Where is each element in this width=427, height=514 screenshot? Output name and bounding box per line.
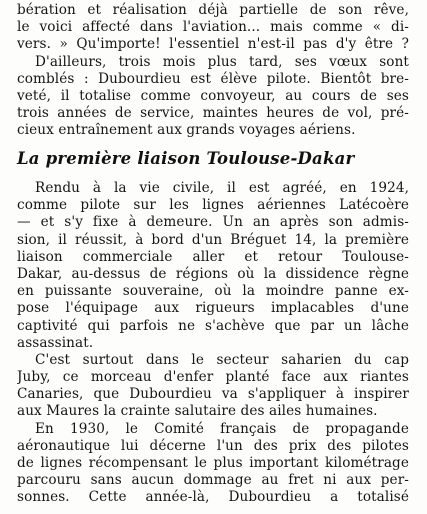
text-line: de lignes récompensant le plus important kilométrage — [17, 455, 409, 471]
text-line: Juby, ce morceau d'enfer planté face aux riantes — [17, 369, 409, 386]
section-heading: La première liaison Toulouse-Dakar — [17, 149, 355, 168]
text-line: Dakar, au-dessus de régions où la dissidence règne — [17, 265, 409, 282]
text-line: captivité qui parfois ne s'achève que par un lâche — [17, 317, 409, 334]
text-line: sion, il réussit, à bord d'un Bréguet 14, la première — [17, 231, 409, 248]
text-line: aéronautique lui décerne l'un des prix des pilotes — [17, 437, 409, 454]
text-line: veté, il totalise comme convoyeur, au cours de ses — [17, 87, 409, 104]
text-line: parcouru sans aucun dommage au fret ni aux per- — [17, 472, 409, 489]
text-line: D'ailleurs, trois mois plus tard, ses vœux sont — [35, 53, 409, 70]
text-line: comme pilote sur les lignes aériennes Latécoère — [17, 197, 409, 214]
text-line: aux Maures la crainte salutaire des ailes humaines. — [17, 403, 378, 420]
text-line: bération et réalisation déjà partielle de son rêve, — [17, 2, 409, 18]
text-line: vers. » Qu'importe! l'essentiel n'est-il pas d'y être ? — [17, 36, 409, 53]
text-line: En 1930, le Comité français de propagande — [35, 420, 409, 437]
text-line: comblés : Dubourdieu est élève pilote. Bientôt bre- — [17, 70, 409, 87]
text-line: cieux entraînement aux grands voyages aériens. — [17, 122, 356, 139]
text-line: pose l'équipage aux rigueurs implacables d'une — [17, 300, 409, 317]
text-line: — et s'y fixe à demeure. Un an après son admis- — [17, 214, 409, 231]
text-line: C'est surtout dans le secteur saharien du cap — [35, 351, 409, 368]
text-line: sonnes. Cette année-là, Dubourdieu a totalisé — [17, 489, 409, 506]
body-paragraphs — [17, 180, 409, 507]
text-line: liaison commerciale aller et retour Toulouse- — [17, 248, 409, 265]
text-line: Canaries, que Dubourdieu va s'appliquer à inspirer — [17, 386, 409, 403]
text-line: le voici affecté dans l'aviation... mais comme « di- — [17, 19, 409, 36]
text-line: trois années de service, maintes heures de vol, pré- — [17, 105, 409, 122]
text-line: Rendu à la vie civile, il est agréé, en 1924, — [35, 180, 409, 196]
text-line: en puissante souveraine, où la moindre panne ex- — [17, 283, 409, 300]
intro-paragraph — [17, 2, 409, 140]
text-line: assassinat. — [17, 334, 94, 351]
